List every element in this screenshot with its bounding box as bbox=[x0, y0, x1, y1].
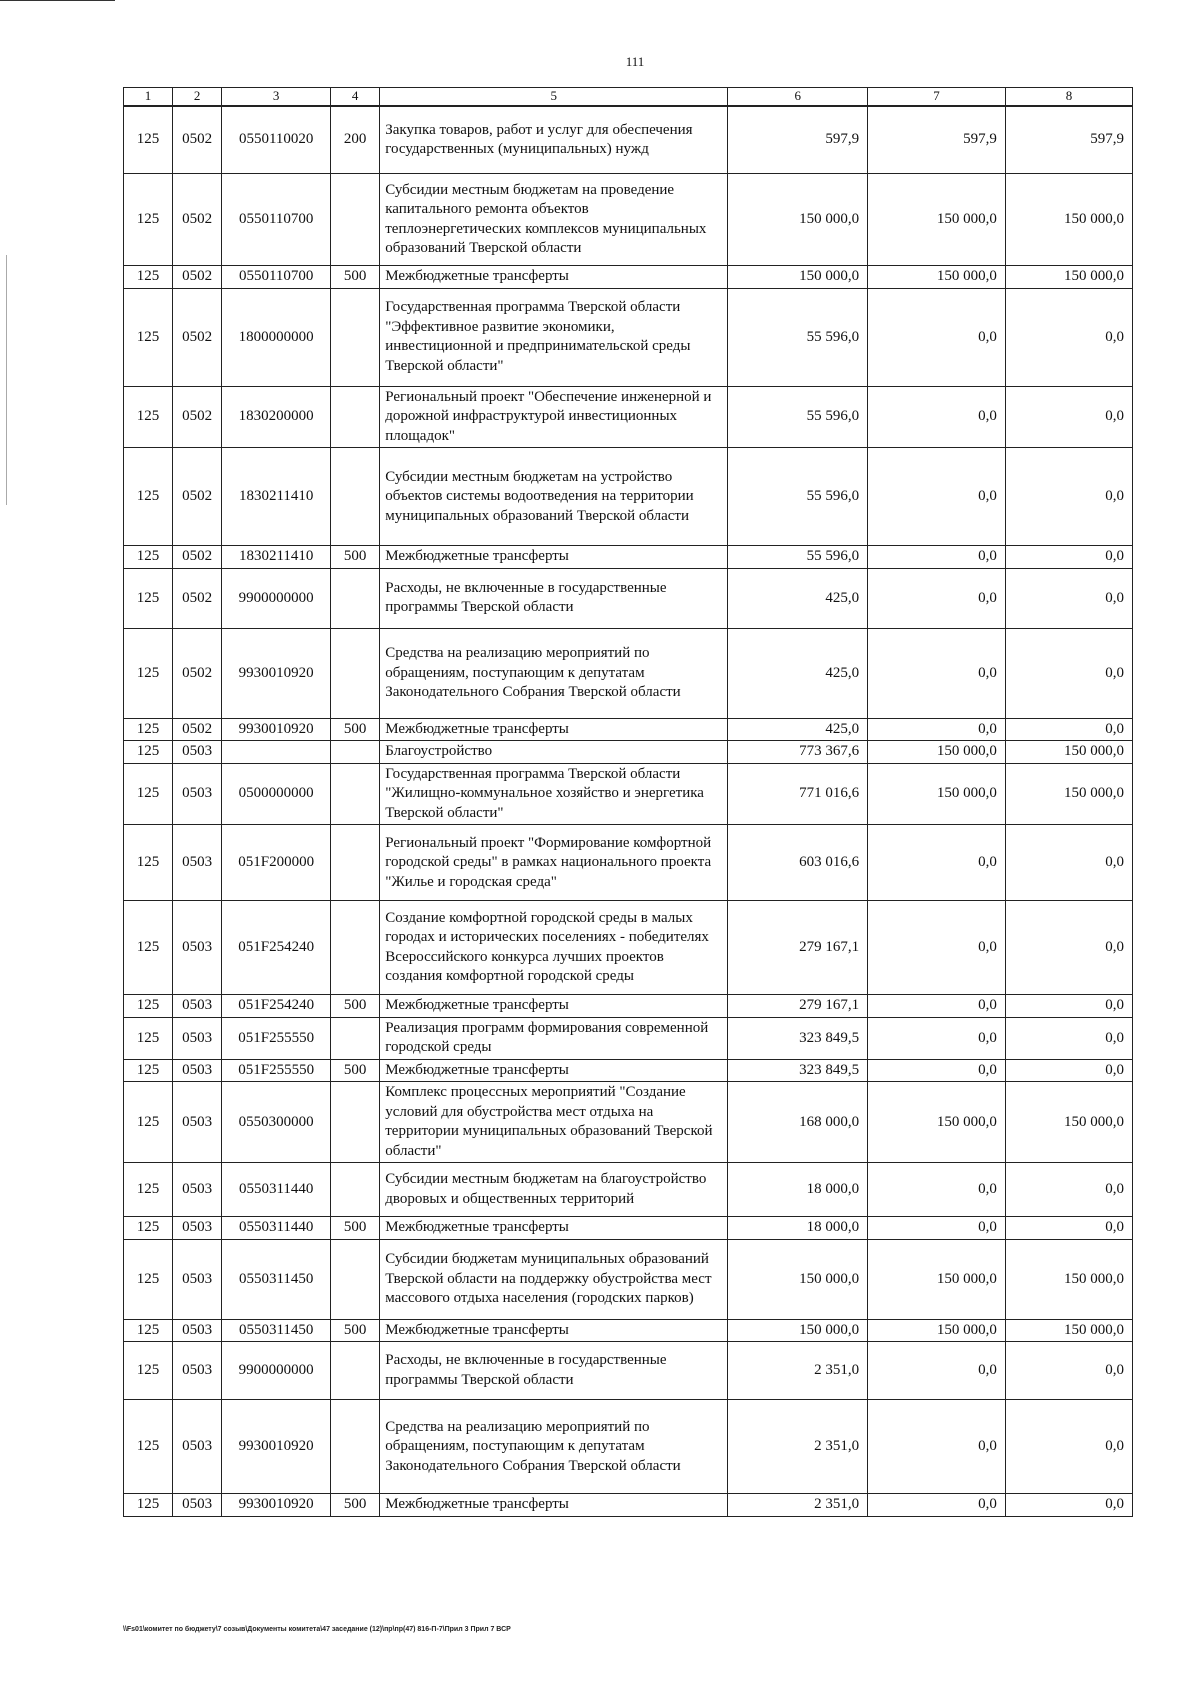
table-cell-col3: 0550311440 bbox=[222, 1217, 331, 1240]
table-cell-col7: 150 000,0 bbox=[868, 763, 1006, 825]
table-row bbox=[124, 1494, 1133, 1517]
table-cell-col7: 0,0 bbox=[868, 1342, 1006, 1400]
table-cell-col7: 150 000,0 bbox=[868, 1082, 1006, 1163]
table-row bbox=[124, 1319, 1133, 1342]
table-cell-col1: 125 bbox=[124, 568, 173, 628]
table-cell-col1: 125 bbox=[124, 1059, 173, 1082]
table-cell-col4 bbox=[331, 1082, 380, 1163]
table-cell-col1: 125 bbox=[124, 901, 173, 995]
table-row bbox=[124, 718, 1133, 741]
table-cell-col5: Расходы, не включенные в государственные программы Тверской области bbox=[380, 1342, 728, 1400]
table-cell-col4: 500 bbox=[331, 1494, 380, 1517]
table-cell-col1: 125 bbox=[124, 448, 173, 546]
table-cell-col6: 168 000,0 bbox=[728, 1082, 868, 1163]
table-cell-col6: 425,0 bbox=[728, 718, 868, 741]
table-row bbox=[124, 995, 1133, 1018]
table-cell-col7: 0,0 bbox=[868, 568, 1006, 628]
table-cell-col4: 500 bbox=[331, 1319, 380, 1342]
table-cell-col8: 0,0 bbox=[1005, 288, 1132, 386]
table-row bbox=[124, 763, 1133, 825]
table-cell-col8: 597,9 bbox=[1005, 106, 1132, 174]
table-cell-col7: 0,0 bbox=[868, 448, 1006, 546]
table-cell-col1: 125 bbox=[124, 1400, 173, 1494]
table-cell-col8: 150 000,0 bbox=[1005, 1319, 1132, 1342]
table-cell-col2: 0502 bbox=[173, 106, 222, 174]
table-cell-col2: 0503 bbox=[173, 1163, 222, 1217]
table-cell-col4: 500 bbox=[331, 1059, 380, 1082]
table-cell-col7: 0,0 bbox=[868, 1494, 1006, 1517]
table-cell-col2: 0502 bbox=[173, 546, 222, 569]
table-cell-col5: Закупка товаров, работ и услуг для обеспечения государственных (муниципальных) нужд bbox=[380, 106, 728, 174]
table-row bbox=[124, 288, 1133, 386]
table-cell-col3: 1830200000 bbox=[222, 386, 331, 448]
table-cell-col3: 0500000000 bbox=[222, 763, 331, 825]
table-cell-col3: 1800000000 bbox=[222, 288, 331, 386]
table-cell-col2: 0503 bbox=[173, 825, 222, 901]
table-row bbox=[124, 741, 1133, 764]
table-cell-col2: 0503 bbox=[173, 1017, 222, 1059]
table-cell-col4 bbox=[331, 741, 380, 764]
table-cell-col3: 0550110700 bbox=[222, 266, 331, 289]
table-cell-col8: 0,0 bbox=[1005, 628, 1132, 718]
table-cell-col8: 0,0 bbox=[1005, 546, 1132, 569]
table-cell-col3: 051F254240 bbox=[222, 995, 331, 1018]
table-cell-col1: 125 bbox=[124, 763, 173, 825]
table-row bbox=[124, 901, 1133, 995]
table-cell-col5: Межбюджетные трансферты bbox=[380, 546, 728, 569]
table-cell-col5: Региональный проект "Формирование комфортной городской среды" в рамках национального проекта "Жилье и городская среда" bbox=[380, 825, 728, 901]
table-cell-col3: 9930010920 bbox=[222, 718, 331, 741]
table-cell-col1: 125 bbox=[124, 106, 173, 174]
table-cell-col6: 279 167,1 bbox=[728, 995, 868, 1018]
table-cell-col3: 0550311450 bbox=[222, 1319, 331, 1342]
table-cell-col4 bbox=[331, 763, 380, 825]
table-cell-col5: Межбюджетные трансферты bbox=[380, 1059, 728, 1082]
table-row bbox=[124, 1239, 1133, 1319]
table-cell-col8: 0,0 bbox=[1005, 1163, 1132, 1217]
table-cell-col7: 0,0 bbox=[868, 995, 1006, 1018]
table-cell-col1: 125 bbox=[124, 718, 173, 741]
table-cell-col6: 2 351,0 bbox=[728, 1400, 868, 1494]
table-cell-col4 bbox=[331, 1342, 380, 1400]
table-cell-col6: 323 849,5 bbox=[728, 1059, 868, 1082]
table-cell-col6: 18 000,0 bbox=[728, 1163, 868, 1217]
table-cell-col6: 323 849,5 bbox=[728, 1017, 868, 1059]
table-cell-col3: 051F255550 bbox=[222, 1059, 331, 1082]
table-cell-col2: 0502 bbox=[173, 628, 222, 718]
table-cell-col6: 425,0 bbox=[728, 568, 868, 628]
table-cell-col4 bbox=[331, 1239, 380, 1319]
table-cell-col8: 150 000,0 bbox=[1005, 266, 1132, 289]
column-header: 5 bbox=[380, 88, 728, 106]
table-cell-col1: 125 bbox=[124, 1017, 173, 1059]
table-cell-col3: 9930010920 bbox=[222, 1400, 331, 1494]
table-cell-col4 bbox=[331, 825, 380, 901]
table-cell-col5: Субсидии местным бюджетам на благоустройство дворовых и общественных территорий bbox=[380, 1163, 728, 1217]
table-cell-col5: Средства на реализацию мероприятий по обращениям, поступающим к депутатам Законодательного Собрания Тверской области bbox=[380, 628, 728, 718]
table-cell-col8: 0,0 bbox=[1005, 901, 1132, 995]
table-row bbox=[124, 106, 1133, 174]
table-cell-col2: 0502 bbox=[173, 568, 222, 628]
table-cell-col5: Субсидии местным бюджетам на устройство объектов системы водоотведения на территории муниципальных образований Тверской области bbox=[380, 448, 728, 546]
table-cell-col4 bbox=[331, 1400, 380, 1494]
table-cell-col2: 0503 bbox=[173, 1494, 222, 1517]
table-cell-col4: 500 bbox=[331, 1217, 380, 1240]
table-cell-col2: 0503 bbox=[173, 1319, 222, 1342]
table-cell-col3: 051F254240 bbox=[222, 901, 331, 995]
table-cell-col5: Субсидии бюджетам муниципальных образований Тверской области на поддержку обустройства мест массового отдыха населения (городских парков) bbox=[380, 1239, 728, 1319]
table-cell-col5: Благоустройство bbox=[380, 741, 728, 764]
table-cell-col8: 0,0 bbox=[1005, 1342, 1132, 1400]
table-row bbox=[124, 568, 1133, 628]
table-cell-col5: Межбюджетные трансферты bbox=[380, 1319, 728, 1342]
scan-edge-line bbox=[0, 0, 115, 1]
table-cell-col4 bbox=[331, 1017, 380, 1059]
budget-table bbox=[123, 87, 1133, 1517]
column-header: 7 bbox=[868, 88, 1006, 106]
column-header: 4 bbox=[331, 88, 380, 106]
table-cell-col1: 125 bbox=[124, 825, 173, 901]
column-header: 6 bbox=[728, 88, 868, 106]
table-cell-col8: 0,0 bbox=[1005, 718, 1132, 741]
table-cell-col7: 0,0 bbox=[868, 628, 1006, 718]
table-cell-col6: 603 016,6 bbox=[728, 825, 868, 901]
table-cell-col5: Государственная программа Тверской области "Жилищно-коммунальное хозяйство и энергетика Тверской области" bbox=[380, 763, 728, 825]
table-cell-col6: 150 000,0 bbox=[728, 266, 868, 289]
table-cell-col8: 0,0 bbox=[1005, 1494, 1132, 1517]
table-cell-col2: 0502 bbox=[173, 288, 222, 386]
table-cell-col7: 150 000,0 bbox=[868, 266, 1006, 289]
table-cell-col1: 125 bbox=[124, 1082, 173, 1163]
table-row bbox=[124, 1017, 1133, 1059]
table-cell-col5: Реализация программ формирования современной городской среды bbox=[380, 1017, 728, 1059]
table-cell-col5: Государственная программа Тверской области "Эффективное развитие экономики, инвестиционной и предпринимательской среды Тверской области" bbox=[380, 288, 728, 386]
table-cell-col5: Субсидии местным бюджетам на проведение капитального ремонта объектов теплоэнергетических комплексов муниципальных образований Тверской области bbox=[380, 174, 728, 266]
table-cell-col1: 125 bbox=[124, 628, 173, 718]
table-cell-col6: 150 000,0 bbox=[728, 1239, 868, 1319]
table-cell-col1: 125 bbox=[124, 1217, 173, 1240]
table-cell-col8: 150 000,0 bbox=[1005, 1239, 1132, 1319]
table-row bbox=[124, 825, 1133, 901]
table-cell-col2: 0503 bbox=[173, 1217, 222, 1240]
table-cell-col2: 0503 bbox=[173, 1342, 222, 1400]
table-row bbox=[124, 1082, 1133, 1163]
table-cell-col5: Межбюджетные трансферты bbox=[380, 266, 728, 289]
table-cell-col7: 0,0 bbox=[868, 825, 1006, 901]
table-cell-col5: Межбюджетные трансферты bbox=[380, 995, 728, 1018]
table-cell-col7: 0,0 bbox=[868, 901, 1006, 995]
table-cell-col4 bbox=[331, 386, 380, 448]
table-cell-col6: 2 351,0 bbox=[728, 1342, 868, 1400]
table-cell-col1: 125 bbox=[124, 386, 173, 448]
table-cell-col6: 425,0 bbox=[728, 628, 868, 718]
table-cell-col6: 55 596,0 bbox=[728, 386, 868, 448]
table-row bbox=[124, 628, 1133, 718]
table-cell-col1: 125 bbox=[124, 1342, 173, 1400]
table-cell-col4: 500 bbox=[331, 266, 380, 289]
table-header-row bbox=[124, 88, 1133, 106]
table-cell-col3: 9930010920 bbox=[222, 1494, 331, 1517]
table-cell-col8: 150 000,0 bbox=[1005, 763, 1132, 825]
table-cell-col7: 0,0 bbox=[868, 1163, 1006, 1217]
table-row bbox=[124, 386, 1133, 448]
table-cell-col6: 55 596,0 bbox=[728, 288, 868, 386]
table-cell-col3: 0550311450 bbox=[222, 1239, 331, 1319]
column-header: 1 bbox=[124, 88, 173, 106]
table-cell-col2: 0502 bbox=[173, 448, 222, 546]
table-cell-col2: 0503 bbox=[173, 1400, 222, 1494]
table-cell-col7: 0,0 bbox=[868, 718, 1006, 741]
table-cell-col2: 0503 bbox=[173, 901, 222, 995]
table-cell-col5: Создание комфортной городской среды в малых городах и исторических поселениях - победителях Всероссийского конкурса лучших проектов создания комфортной городской среды bbox=[380, 901, 728, 995]
table-cell-col6: 150 000,0 bbox=[728, 174, 868, 266]
table-cell-col8: 0,0 bbox=[1005, 1217, 1132, 1240]
table-row bbox=[124, 266, 1133, 289]
table-cell-col8: 150 000,0 bbox=[1005, 1082, 1132, 1163]
table-cell-col4: 500 bbox=[331, 718, 380, 741]
table-cell-col2: 0503 bbox=[173, 1059, 222, 1082]
table-cell-col4 bbox=[331, 568, 380, 628]
table-cell-col6: 55 596,0 bbox=[728, 448, 868, 546]
table-row bbox=[124, 1400, 1133, 1494]
table-cell-col7: 0,0 bbox=[868, 1217, 1006, 1240]
table-cell-col7: 0,0 bbox=[868, 1059, 1006, 1082]
table-cell-col7: 150 000,0 bbox=[868, 741, 1006, 764]
table-cell-col3: 0550311440 bbox=[222, 1163, 331, 1217]
table-cell-col2: 0503 bbox=[173, 1082, 222, 1163]
table-cell-col3: 9900000000 bbox=[222, 568, 331, 628]
table-cell-col3: 9930010920 bbox=[222, 628, 331, 718]
table-cell-col4 bbox=[331, 901, 380, 995]
table-cell-col1: 125 bbox=[124, 266, 173, 289]
table-cell-col3 bbox=[222, 741, 331, 764]
table-cell-col8: 0,0 bbox=[1005, 1400, 1132, 1494]
table-cell-col8: 0,0 bbox=[1005, 448, 1132, 546]
table-cell-col6: 597,9 bbox=[728, 106, 868, 174]
table-cell-col7: 150 000,0 bbox=[868, 1319, 1006, 1342]
table-cell-col1: 125 bbox=[124, 1494, 173, 1517]
table-cell-col2: 0502 bbox=[173, 266, 222, 289]
table-cell-col5: Средства на реализацию мероприятий по обращениям, поступающим к депутатам Законодательного Собрания Тверской области bbox=[380, 1400, 728, 1494]
table-cell-col6: 55 596,0 bbox=[728, 546, 868, 569]
table-cell-col5: Комплекс процессных мероприятий "Создание условий для обустройства мест отдыха на территории муниципальных образований Тверской области" bbox=[380, 1082, 728, 1163]
table-cell-col1: 125 bbox=[124, 741, 173, 764]
table-cell-col1: 125 bbox=[124, 1319, 173, 1342]
table-cell-col8: 150 000,0 bbox=[1005, 174, 1132, 266]
table-cell-col6: 279 167,1 bbox=[728, 901, 868, 995]
table-cell-col2: 0503 bbox=[173, 995, 222, 1018]
table-cell-col6: 150 000,0 bbox=[728, 1319, 868, 1342]
table-row bbox=[124, 546, 1133, 569]
table-cell-col7: 0,0 bbox=[868, 386, 1006, 448]
table-cell-col3: 051F255550 bbox=[222, 1017, 331, 1059]
table-cell-col4 bbox=[331, 628, 380, 718]
table-cell-col8: 0,0 bbox=[1005, 825, 1132, 901]
table-cell-col1: 125 bbox=[124, 995, 173, 1018]
table-cell-col8: 0,0 bbox=[1005, 1017, 1132, 1059]
table-cell-col2: 0503 bbox=[173, 1239, 222, 1319]
table-cell-col8: 0,0 bbox=[1005, 568, 1132, 628]
table-cell-col1: 125 bbox=[124, 1239, 173, 1319]
column-header: 3 bbox=[222, 88, 331, 106]
table-cell-col1: 125 bbox=[124, 1163, 173, 1217]
table-cell-col5: Региональный проект "Обеспечение инженерной и дорожной инфраструктурой инвестиционных площадок" bbox=[380, 386, 728, 448]
table-cell-col3: 9900000000 bbox=[222, 1342, 331, 1400]
table-cell-col8: 0,0 bbox=[1005, 1059, 1132, 1082]
table-cell-col8: 0,0 bbox=[1005, 995, 1132, 1018]
table-row bbox=[124, 1163, 1133, 1217]
table-cell-col4 bbox=[331, 288, 380, 386]
table-cell-col3: 1830211410 bbox=[222, 448, 331, 546]
table-cell-col4: 500 bbox=[331, 995, 380, 1018]
table-cell-col7: 150 000,0 bbox=[868, 1239, 1006, 1319]
table-cell-col3: 0550300000 bbox=[222, 1082, 331, 1163]
column-header: 8 bbox=[1005, 88, 1132, 106]
table-row bbox=[124, 1059, 1133, 1082]
table-cell-col2: 0502 bbox=[173, 718, 222, 741]
table-cell-col1: 125 bbox=[124, 546, 173, 569]
table-cell-col4: 200 bbox=[331, 106, 380, 174]
table-cell-col3: 051F200000 bbox=[222, 825, 331, 901]
table-cell-col2: 0503 bbox=[173, 763, 222, 825]
table-row bbox=[124, 174, 1133, 266]
table-cell-col6: 2 351,0 bbox=[728, 1494, 868, 1517]
table-cell-col5: Расходы, не включенные в государственные программы Тверской области bbox=[380, 568, 728, 628]
table-cell-col7: 0,0 bbox=[868, 1017, 1006, 1059]
table-cell-col5: Межбюджетные трансферты bbox=[380, 1494, 728, 1517]
table-cell-col7: 597,9 bbox=[868, 106, 1006, 174]
table-cell-col7: 0,0 bbox=[868, 1400, 1006, 1494]
table-cell-col4 bbox=[331, 1163, 380, 1217]
table-cell-col8: 0,0 bbox=[1005, 386, 1132, 448]
scan-edge-line bbox=[6, 255, 7, 505]
table-cell-col2: 0502 bbox=[173, 174, 222, 266]
table-cell-col8: 150 000,0 bbox=[1005, 741, 1132, 764]
table-cell-col7: 0,0 bbox=[868, 546, 1006, 569]
table-cell-col5: Межбюджетные трансферты bbox=[380, 1217, 728, 1240]
column-header: 2 bbox=[173, 88, 222, 106]
table-cell-col5: Межбюджетные трансферты bbox=[380, 718, 728, 741]
table-cell-col6: 773 367,6 bbox=[728, 741, 868, 764]
table-cell-col1: 125 bbox=[124, 288, 173, 386]
table-cell-col1: 125 bbox=[124, 174, 173, 266]
table-cell-col4 bbox=[331, 174, 380, 266]
table-cell-col3: 0550110020 bbox=[222, 106, 331, 174]
table-cell-col4: 500 bbox=[331, 546, 380, 569]
table-cell-col3: 0550110700 bbox=[222, 174, 331, 266]
table-cell-col6: 18 000,0 bbox=[728, 1217, 868, 1240]
table-cell-col2: 0503 bbox=[173, 741, 222, 764]
file-path-footer: \\Fs01\комитет по бюджету\7 созыв\Документы комитета\47 заседание (12)\пр\пр(47) 816-П-7\Прил 3 Прил 7 ВСР bbox=[123, 1626, 511, 1633]
page-number: 111 bbox=[625, 54, 645, 69]
table-row bbox=[124, 1217, 1133, 1240]
table-row bbox=[124, 1342, 1133, 1400]
table-cell-col3: 1830211410 bbox=[222, 546, 331, 569]
table-cell-col7: 150 000,0 bbox=[868, 174, 1006, 266]
table-cell-col7: 0,0 bbox=[868, 288, 1006, 386]
table-row bbox=[124, 448, 1133, 546]
table-cell-col4 bbox=[331, 448, 380, 546]
table-cell-col2: 0502 bbox=[173, 386, 222, 448]
table-cell-col6: 771 016,6 bbox=[728, 763, 868, 825]
